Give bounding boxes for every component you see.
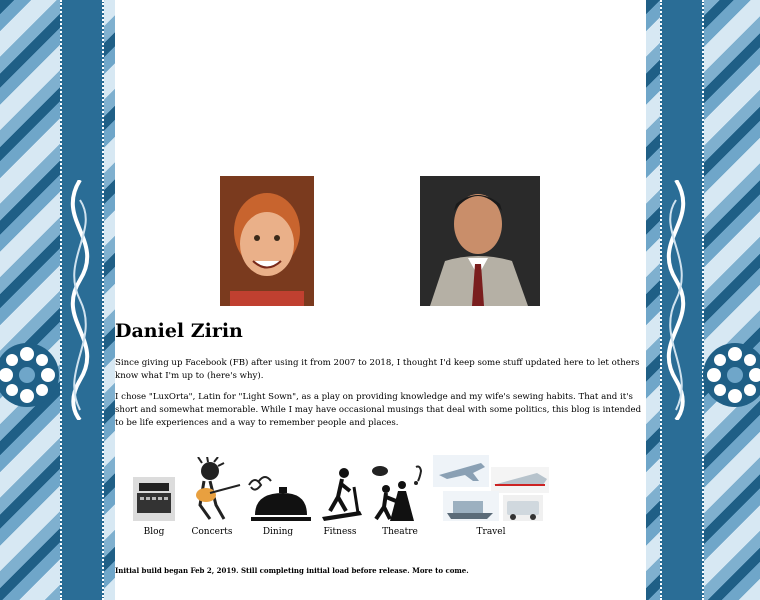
- guitarist-icon: [180, 457, 244, 523]
- nav-item-dining[interactable]: [245, 475, 311, 523]
- left-decorative-border: [0, 0, 115, 600]
- nav-label-blog[interactable]: Blog: [143, 527, 165, 537]
- right-flower-icon: [700, 340, 760, 410]
- right-swirl-ornament: [646, 180, 706, 420]
- nav-item-travel[interactable]: [433, 455, 551, 523]
- nav-item-fitness[interactable]: [317, 467, 365, 523]
- childhood-photo: [220, 176, 314, 306]
- nav-label-concerts[interactable]: Concerts: [191, 527, 233, 537]
- nav-label-dining[interactable]: Dining: [262, 527, 294, 537]
- nav-label-fitness[interactable]: Fitness: [323, 527, 357, 537]
- treadmill-icon: [318, 467, 364, 523]
- adult-photo: [420, 176, 540, 306]
- category-nav: [115, 455, 646, 545]
- left-flower-icon: [0, 340, 62, 410]
- intro-paragraph: Since giving up Facebook (FB) after using it from 2007 to 2018, I thought I'd keep some stuff updated here to let others know what I'm up to (here's why).: [115, 358, 640, 381]
- page-title: Daniel Zirin: [115, 320, 243, 342]
- typewriter-icon: [131, 475, 177, 523]
- right-decorative-border: [646, 0, 760, 600]
- dinner-cloche-icon: [245, 475, 311, 523]
- nav-item-theatre[interactable]: [365, 463, 431, 523]
- main-content: [115, 0, 646, 600]
- about-paragraph: I chose "LuxOrta", Latin for "Light Sown", as a play on providing knowledge and my wife's sewing habits. That and it's short and somewhat memorable. While I may have occasional musings that deal with some politics, this blog is intended to be life experiences and a way to remember people and places.: [115, 392, 642, 428]
- nav-item-concerts[interactable]: [179, 457, 245, 523]
- nav-item-blog[interactable]: [129, 475, 179, 523]
- nav-label-theatre[interactable]: Theatre: [382, 527, 418, 537]
- build-status-note: Initial build began Feb 2, 2019. Still completing initial load before release. More to come.: [115, 566, 469, 575]
- travel-vehicles-icon: [433, 455, 551, 523]
- nav-label-travel[interactable]: Travel: [476, 527, 506, 537]
- theatre-couple-icon: [366, 463, 430, 523]
